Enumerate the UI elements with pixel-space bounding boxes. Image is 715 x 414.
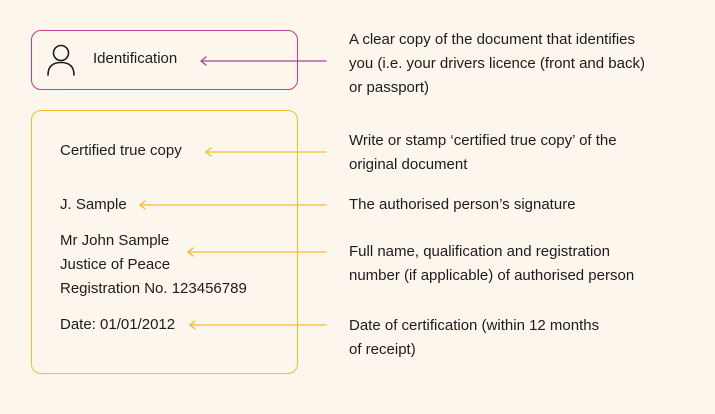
date-description-line: of receipt) — [349, 341, 416, 358]
certified-true-copy-arrow — [206, 148, 326, 156]
identification-description-line: A clear copy of the document that identifies — [349, 31, 636, 48]
certified-true-copy-description-line: original document — [349, 156, 468, 173]
signature-arrow — [140, 201, 326, 209]
authorised-person-registration: Registration No. 123456789 — [60, 280, 247, 297]
identification-description-line: or passport) — [349, 79, 430, 96]
date-label: Date: 01/01/2012 — [60, 316, 176, 333]
authorised-person-arrow — [188, 248, 326, 256]
authorised-person-qualification: Justice of Peace — [60, 256, 171, 273]
certified-true-copy-label: Certified true copy — [60, 142, 182, 159]
identification-arrow — [201, 57, 326, 65]
signature-label: J. Sample — [60, 196, 127, 213]
identification-label: Identification — [93, 50, 178, 67]
certified-true-copy-description-line: Write or stamp ‘certified true copy’ of the — [349, 132, 617, 149]
signature-description-line: The authorised person’s signature — [349, 196, 576, 213]
date-description-line: Date of certification (within 12 months — [349, 317, 600, 334]
date-arrow — [190, 321, 326, 329]
authorised-person-description-line: number (if applicable) of authorised person — [349, 267, 635, 284]
authorised-person-name: Mr John Sample — [60, 232, 170, 249]
authorised-person-description-line: Full name, qualification and registration — [349, 243, 610, 260]
identification-description-line: you (i.e. your drivers licence (front and back) — [349, 55, 645, 72]
